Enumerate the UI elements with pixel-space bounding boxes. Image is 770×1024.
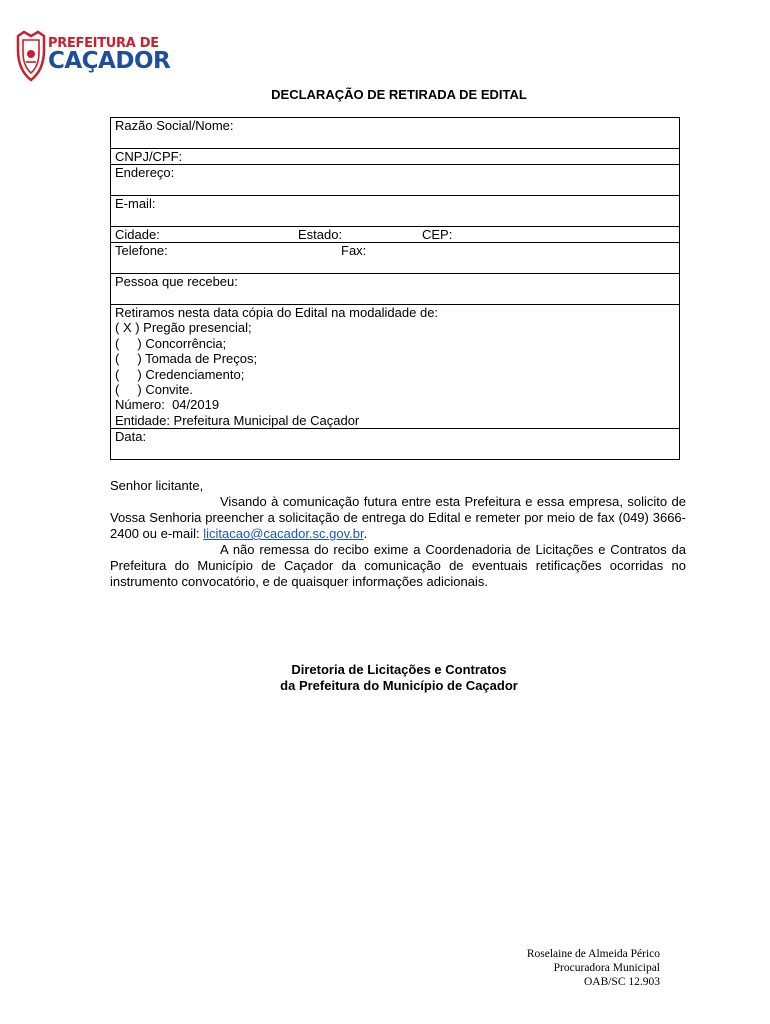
- entidade-label: Entidade: Prefeitura Municipal de Caçador: [115, 412, 360, 428]
- document-title: DECLARAÇÃO DE RETIRADA DE EDITAL: [271, 87, 527, 102]
- paragraph-1-end: .: [363, 526, 368, 541]
- salutation: Senhor licitante,: [110, 478, 204, 493]
- prefeitura-logo: [14, 30, 171, 84]
- data-row: [111, 429, 679, 460]
- modalidade-intro: Retiramos nesta data cópia do Edital na modalidade de:: [115, 305, 439, 320]
- signature-block: [0, 662, 770, 694]
- modalidade-option: ( ) Credenciamento;: [115, 366, 245, 382]
- logo-line1: PREFEITURA DE: [48, 36, 159, 51]
- pessoa-label: Pessoa que recebeu:: [115, 274, 238, 289]
- footer-role: Procuradora Municipal: [553, 962, 660, 974]
- endereco-row: [111, 165, 679, 196]
- razao-social-row: [111, 118, 679, 149]
- razao-social-label: Razão Social/Nome:: [115, 118, 234, 133]
- cidade-row: [111, 227, 679, 243]
- paragraph-2: A não remessa do recibo exime a Coordenadoria de Licitações e Contratos da Prefeitura do Município de Caçador da comunicação de eventuais retificações ocorridas no instrumento convocatório, e de quaisquer informações adicionais.: [110, 542, 686, 589]
- pessoa-row: [111, 274, 679, 305]
- signature-line2: da Prefeitura do Município de Caçador: [280, 678, 518, 693]
- modalidade-option: ( X ) Pregão presencial;: [115, 320, 252, 336]
- email-link[interactable]: licitacao@cacador.sc.gov.br: [203, 526, 364, 541]
- letter-body: [110, 478, 686, 590]
- email-row: [111, 196, 679, 227]
- signature-line1: Diretoria de Licitações e Contratos: [291, 662, 507, 677]
- telefone-row: [111, 243, 679, 274]
- endereco-label: Endereço:: [115, 165, 175, 180]
- modalidade-row: [111, 305, 679, 429]
- paragraph-1-text: Visando à comunicação futura entre esta Prefeitura e essa empresa, solicito de Vossa Senhoria preencher a solicitação de entrega do Edital e remeter por meio de fax (049) 3666-2400 ou e-mail:: [110, 494, 686, 541]
- declaration-form: [110, 117, 680, 460]
- paragraph-1: [110, 494, 686, 542]
- estado-label: Estado:: [298, 227, 343, 242]
- cidade-label: Cidade:: [115, 227, 160, 242]
- logo-line2: CAÇADOR: [48, 48, 171, 74]
- modalidade-option: ( ) Tomada de Preços;: [115, 351, 258, 367]
- numero-label: Número: 04/2019: [115, 397, 220, 413]
- email-label: E-mail:: [115, 196, 156, 211]
- city-crest-icon: [14, 30, 48, 84]
- footer-oab: OAB/SC 12.903: [583, 976, 660, 988]
- data-label: Data:: [115, 429, 147, 444]
- footer-name: Roselaine de Almeida Périco: [526, 948, 660, 960]
- cnpj-label: CNPJ/CPF:: [115, 149, 183, 164]
- modalidade-option: ( ) Convite.: [115, 382, 194, 398]
- footer-signatory: [527, 947, 660, 989]
- cep-label: CEP:: [422, 227, 453, 242]
- cnpj-row: [111, 149, 679, 165]
- modalidade-option: ( ) Concorrência;: [115, 335, 227, 351]
- telefone-label: Telefone:: [115, 243, 168, 258]
- fax-label: Fax:: [341, 243, 367, 258]
